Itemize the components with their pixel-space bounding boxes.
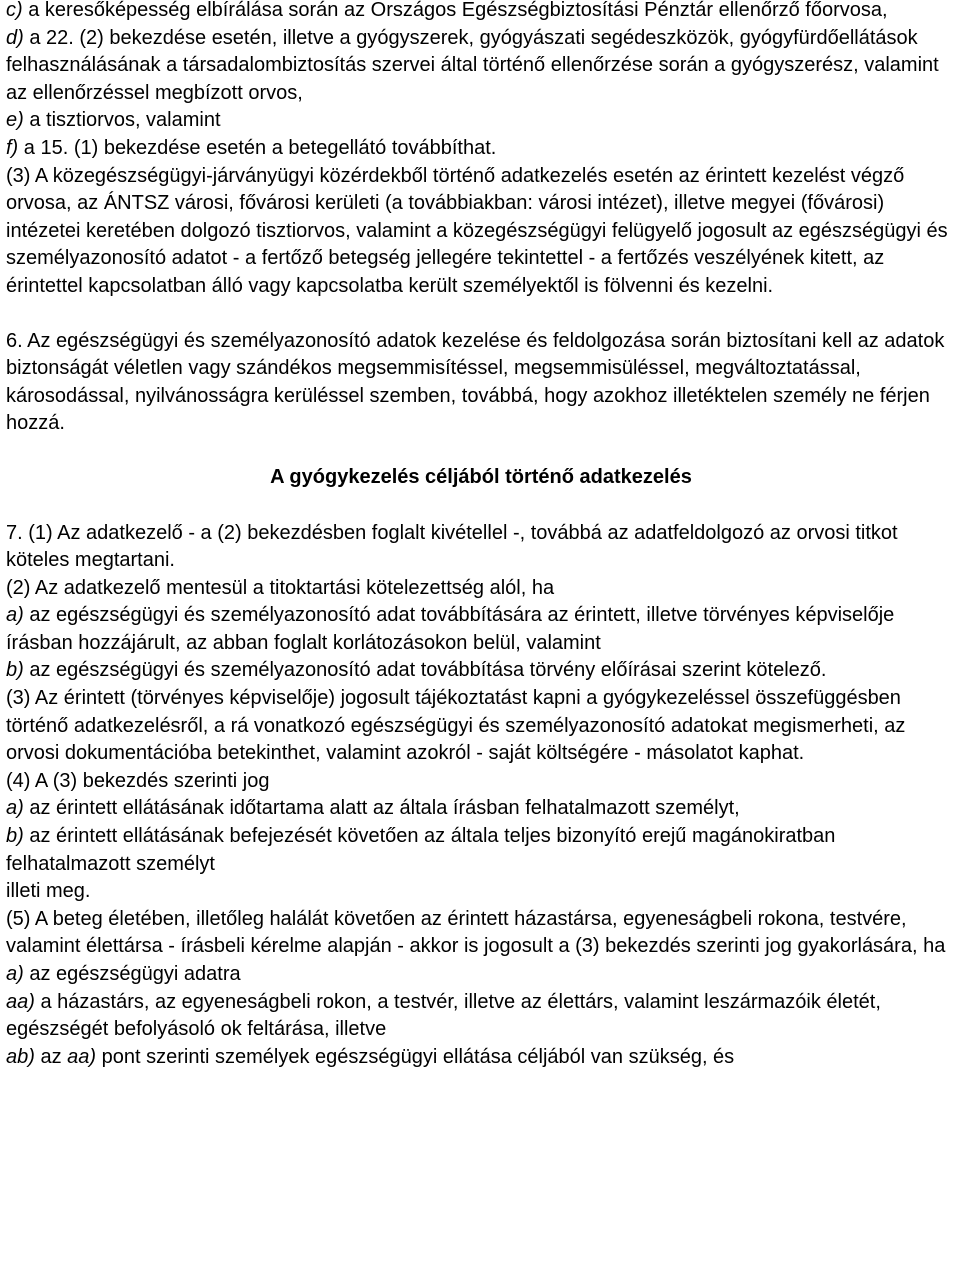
- item-7-4-closing: illeti meg.: [6, 880, 91, 903]
- document-page: [6, 0, 956, 1071]
- item-d: [6, 25, 956, 108]
- item-text: az érintett ellátásának befejezését követően az általa teljes bizonyító erejű magánokiratban felhatalmazott személyt: [6, 825, 836, 875]
- item-text: az egészségügyi adatra: [23, 963, 241, 985]
- item-label: a): [6, 797, 24, 820]
- item-reference: aa): [67, 1045, 97, 1068]
- item-label: ab): [6, 1045, 35, 1068]
- item-label: b): [6, 825, 24, 848]
- item-c: [6, 0, 956, 25]
- item-text: az egészségügyi és személyazonosító adat továbbítására az érintett, illetve törvényes képviselője írásban hozzájárult, az abban foglalt korlátozásokon belül, valamint: [6, 604, 895, 654]
- item-text: a 22. (2) bekezdése esetén, illetve a gyógyszerek, gyógyászati segédeszközök, gyógyfürdőellátások felhasználásának a társadalombiztosítás szervei által történő ellenőrzése során a gyógyszerész, valamint az ellenőrzéssel megbízott orvos,: [6, 26, 939, 104]
- item-e: [6, 107, 956, 135]
- item-label: e): [6, 109, 24, 132]
- item-text: pont szerinti személyek egészségügyi ellátása céljából van szükség, és: [96, 1045, 735, 1068]
- item-7-5-a: [6, 961, 956, 989]
- section-7-3: (3) Az érintett (törvényes képviselője) jogosult tájékoztatást kapni a gyógykezeléssel összefüggésben történő adatkezelésről, a rá vonatkozó egészségügyi és személyazonosító adatokat megismerheti, az orvosi dokumentációba betekinthet, valamint azokról - saját költségére - másolatot kaphat.: [6, 687, 906, 765]
- item-7-5-aa: [6, 989, 956, 1044]
- item-7-2-b: [6, 657, 956, 685]
- item-7-5-ab: [6, 1044, 956, 1072]
- item-label: a): [6, 963, 24, 985]
- item-text: a házastárs, az egyeneságbeli rokon, a testvér, illetve az élettárs, valamint leszármazóik életét, egészségét befolyásoló ok feltárása, illetve: [6, 990, 881, 1041]
- paragraph-5-3: (3) A közegészségügyi-járványügyi közérdekből történő adatkezelés esetén az érintett kezelést végző orvosa, az ÁNTSZ városi, fővárosi kerületi (a továbbiakban: városi intézet), illetve megyei (fővárosi) intézetei keretében dolgozó tisztiorvos, valamint a közegészségügyi felügyelő jogosult az egészségügyi és személyazonosító adatot - a fertőző betegség jellegére tekintettel - a fertőzés veszélyének kitett, az érintettel kapcsolatban álló vagy kapcsolatba került személyektől is fölvenni és kezelni.: [6, 164, 948, 297]
- item-label: c): [6, 0, 23, 21]
- item-f: [6, 135, 956, 163]
- item-7-4-a: [6, 795, 956, 823]
- item-text: a tisztiorvos, valamint: [23, 109, 221, 132]
- section-6: 6. Az egészségügyi és személyazonosító adatok kezelése és feldolgozása során biztosítani kell az adatok biztonságát véletlen vagy szándékos megsemmisítéssel, megsemmisüléssel, megváltoztatással, károsodással, nyilvánosságra kerüléssel szemben, továbbá, hogy azokhoz illetéktelen személy ne férjen hozzá.: [6, 329, 945, 435]
- section-7-2: (2) Az adatkezelő mentesül a titoktartási kötelezettség alól, ha: [6, 576, 555, 599]
- item-text: az: [34, 1045, 68, 1068]
- item-label: a): [6, 604, 24, 627]
- section-heading: A gyógykezelés céljából történő adatkezelés: [270, 465, 692, 488]
- section-7-1: 7. (1) Az adatkezelő - a (2) bekezdésben foglalt kivétellel -, továbbá az adatfeldolgozó az orvosi titkot köteles megtartani.: [6, 521, 898, 572]
- item-7-2-a: [6, 602, 956, 657]
- item-7-4-b: [6, 823, 956, 878]
- section-7-5: (5) A beteg életében, illetőleg halálát követően az érintett házastársa, egyeneságbeli rokona, testvére, valamint élettársa - írásbeli kérelme alapján - akkor is jogosult a (3) bekezdés szerinti jog gyakorlására, ha: [6, 907, 946, 958]
- item-text: az érintett ellátásának időtartama alatt az általa írásban felhatalmazott személyt,: [23, 797, 740, 820]
- section-7-4: (4) A (3) bekezdés szerinti jog: [6, 769, 270, 792]
- item-label: b): [6, 659, 24, 682]
- item-text: a keresőképesség elbírálása során az Országos Egészségbiztosítási Pénztár ellenőrző főorvosa,: [22, 0, 888, 21]
- item-label: d): [6, 26, 24, 49]
- item-label: aa): [6, 990, 35, 1013]
- item-label: f): [6, 136, 19, 159]
- item-text: a 15. (1) bekezdése esetén a betegellátó továbbíthat.: [18, 136, 497, 159]
- item-text: az egészségügyi és személyazonosító adat továbbítása törvény előírásai szerint kötelező.: [23, 659, 827, 682]
